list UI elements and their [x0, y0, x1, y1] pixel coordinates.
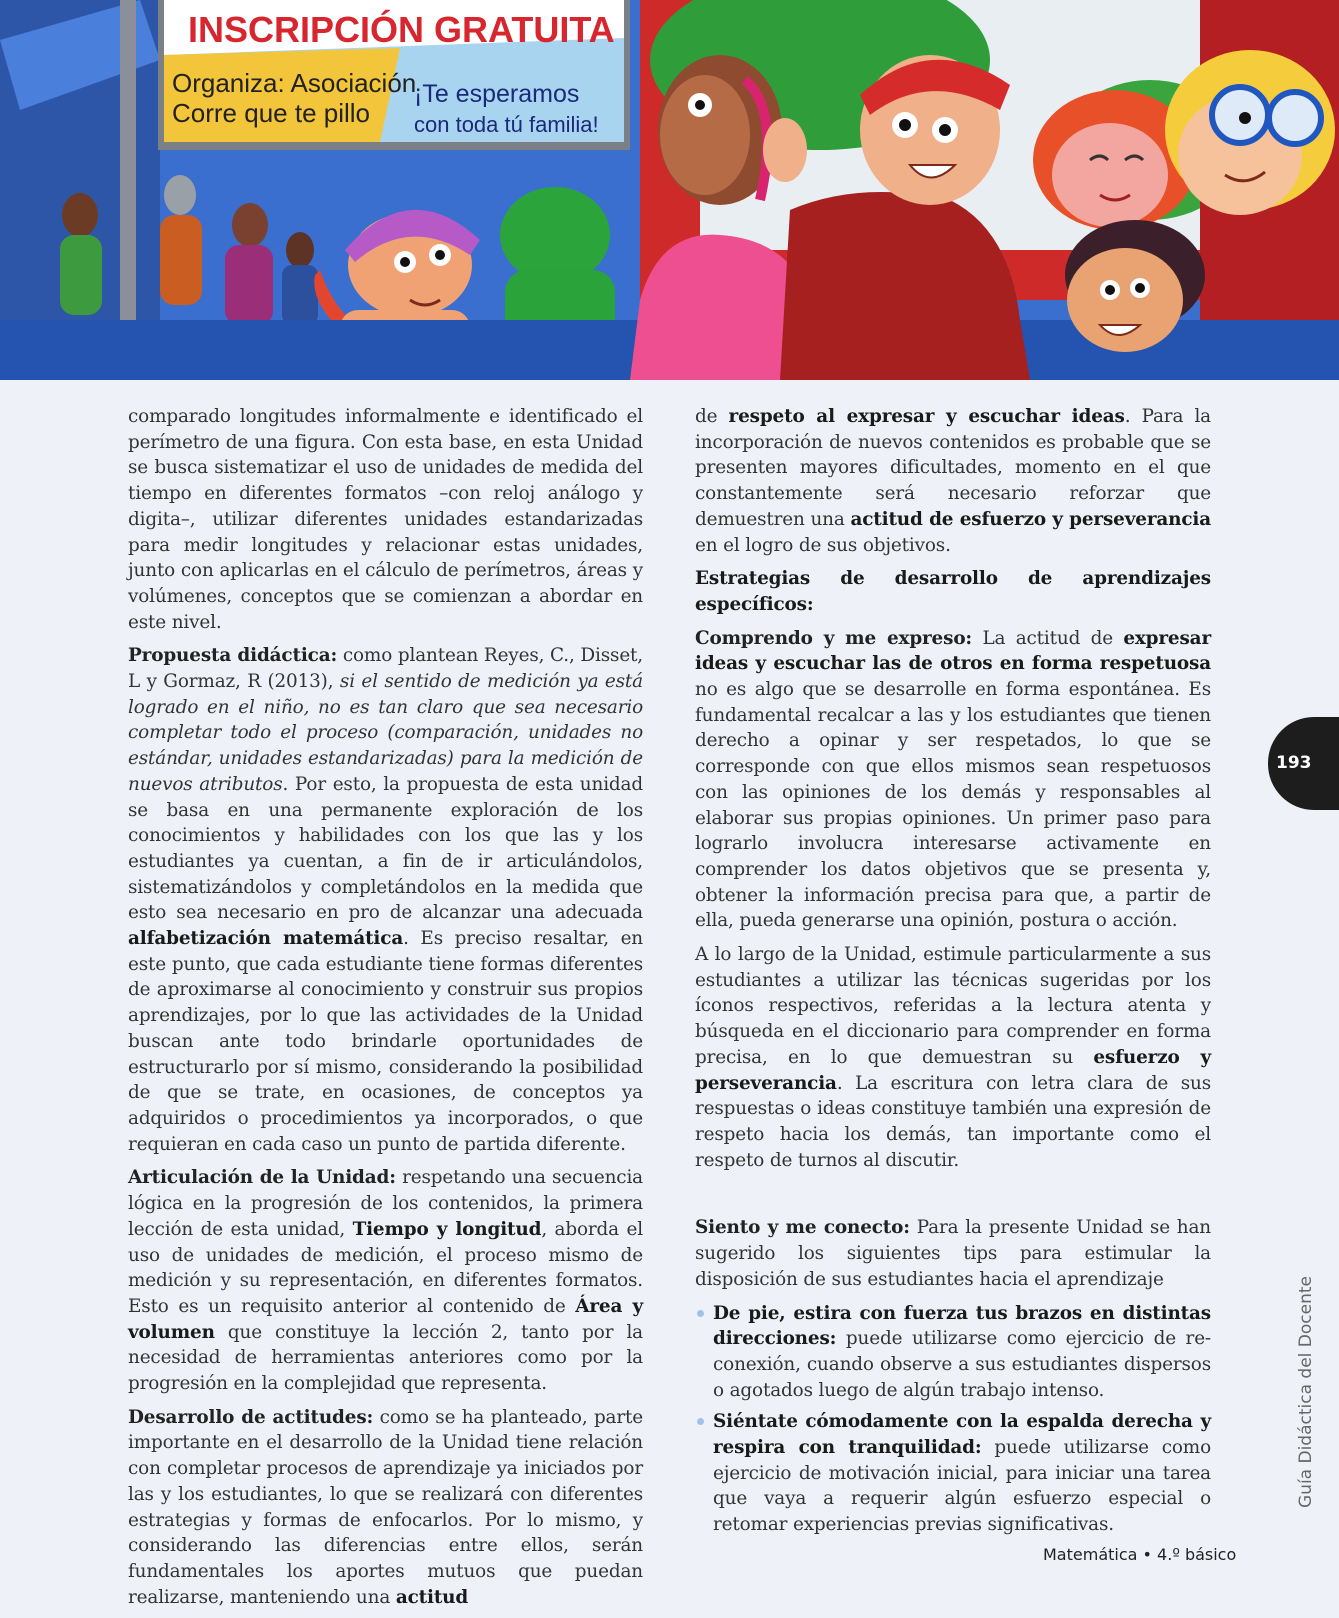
text-span: . Es preciso resaltar, en este punto, que cada estudiante tiene formas diferentes de aproximarse al conocimiento y construir sus propios aprendizajes, por lo que las actividades de la Unidad buscan ante todo brindarle oportunidades de estructurarlo por sí mismo, considerando la posibilidad de que se trate, en ocasiones, de conceptos ya adquiridos o procedimientos ya incorporados, o que requieran en cada caso un punto de partida diferente. [128, 928, 643, 1155]
text-span: La actitud de [972, 627, 1124, 649]
sign-organizer-line2: Corre que te pillo [172, 98, 370, 128]
page-number-tab [1268, 717, 1339, 810]
text-span: que constituye la lección 2, tanto por la necesidad de herramientas anteriores como por la progresión en la complejidad que representa. [128, 1321, 643, 1395]
left-text-column [128, 404, 643, 1618]
paragraph-comprendo [695, 626, 1211, 934]
label-desarrollo-actitudes: Desarrollo de actitudes: [128, 1406, 374, 1428]
paragraph-propuesta-didactica [128, 643, 643, 1157]
keyword-esfuerzo: actitud de esfuerzo y perseverancia [850, 508, 1211, 530]
text-span: A lo largo de la Unidad, estimule particularmente a sus estudiantes a utilizar las técnicas sugeridas por los íconos respectivos, referidas a la lectura atenta y búsqueda en el diccionario para comprender en forma precisa, en lo que demuestran su [695, 944, 1211, 1068]
sign-organizer-line1: Organiza: Asociación [172, 68, 417, 98]
keyword-area-volumen: Área y volumen [128, 1295, 644, 1343]
text-span: no es algo que se desarrolle en forma espontánea. Es fundamental recalcar a las y los estudiantes que tienen derecho a opinar y ser respetados, lo que se corresponde con que ellos mismos sean respetuosos con las opiniones de los demás y responsables al elaborar sus propias opiniones. Un primer paso para lograrlo involucra interesarse activamente en comprender los datos objetivos que se presenta y, obtener la información precisa para que, a partir de ella, pueda generarse una opinión, postura o acción. [695, 679, 1211, 932]
section-heading-estrategias: Estrategias de desarrollo de aprendizajes específicos: [695, 568, 1211, 615]
label-propuesta-didactica: Propuesta didáctica: [128, 645, 338, 667]
page-number: 193 [1276, 753, 1312, 773]
registration-sign [158, 0, 630, 150]
text-span: como se ha planteado, parte importante en el desarrollo de la Unidad tiene relación con completar procesos de aprendizaje ya iniciados por las y los estudiantes, lo que se realizará con diferentes estrategias y formas de enfocarlos. Por lo mismo, y considerando las diferencias entre ellos, serán fundamentales los aportes mutuos que puedan realizarse, manteniendo una [128, 1406, 643, 1608]
text-span: como plantean Reyes, C., Disset, L y Gormaz, R (2013), [128, 645, 643, 693]
label-comprendo: Comprendo y me expreso: [695, 627, 973, 649]
keyword-respeto: respeto al expresar y escuchar ideas [728, 406, 1125, 427]
text-span: . Por esto, la propuesta de esta unidad se basa en una permanente exploración de los conocimientos y habilidades con los que las y los estudiantes ya cuentan, a fin de ir articulándolos, sistematizándolos y completándolos en la medida que esto sea necesario en pro de alcanzar una adecuada [128, 773, 643, 924]
right-text-column [695, 404, 1211, 1544]
tips-list [695, 1301, 1211, 1538]
label-articulacion: Articulación de la Unidad: [128, 1167, 396, 1189]
paragraph-a-lo-largo [695, 942, 1211, 1173]
tip-title: De pie, estira con fuerza tus brazos en distintas direcciones: [713, 1302, 1211, 1350]
text-span: . La escritura con letra clara de sus respuestas o ideas constituye también una expresión de respeto hacia los demás, tan importante como el respeto de turnos al discutir. [695, 1072, 1211, 1171]
sign-invite-line2: con toda tú familia! [414, 112, 599, 137]
list-item [713, 1301, 1211, 1404]
header-illustration [0, 0, 1339, 380]
tip-title: Siéntate cómodamente con la espalda derecha y respira con tranquilidad: [713, 1411, 1211, 1459]
text-span: . Para la incorporación de nuevos contenidos es probable que se presenten mayores dificultades, momento en el que constantemente será necesario reforzar que demuestren una [695, 406, 1211, 530]
paragraph-siento [695, 1215, 1211, 1292]
text-span: Para la presente Unidad se han sugerido los siguientes tips para estimular la disposición de sus estudiantes hacia el aprendizaje [695, 1217, 1211, 1290]
paragraph-articulacion [128, 1165, 643, 1396]
paragraph-continuation [695, 404, 1211, 558]
text-span: en el logro de sus objetivos. [695, 534, 951, 556]
spacer [695, 1181, 1211, 1215]
side-book-title: Guía Didáctica del Docente [1296, 1276, 1316, 1508]
keyword-tiempo-longitud: Tiempo y longitud [352, 1218, 542, 1240]
keyword-actitud: actitud [395, 1586, 469, 1608]
list-item [713, 1409, 1211, 1538]
fair-scene-illustration [0, 0, 1339, 380]
text-span: , aborda el uso de unidades de medición, el proceso mismo de medición y su representación, en diferentes formatos. Esto es un requisito anterior al contenido de [128, 1218, 643, 1317]
sign-title: INSCRIPCIÓN GRATUITA [188, 9, 615, 50]
keyword-esfuerzo-perseverancia: esfuerzo y perseverancia [695, 1046, 1212, 1094]
keyword-expresar-ideas: expresar ideas y escuchar las de otros en forma respetuosa [695, 627, 1211, 675]
paragraph-intro [128, 404, 643, 635]
label-siento: Siento y me conecto: [695, 1217, 910, 1239]
sign-invite-line1: ¡Te esperamos [414, 80, 580, 108]
paragraph-desarrollo-actitudes [128, 1405, 643, 1611]
text-span: de [695, 406, 729, 427]
tip-text: puede utilizarse como ejercicio de motivación inicial, para iniciar una tarea que vaya a requerir algún esfuerzo especial o retomar experiencias previas significativas. [713, 1437, 1211, 1536]
keyword-alfabetizacion: alfabetización matemática [128, 928, 404, 950]
text-span: respetando una secuencia lógica en la progresión de los contenidos, la primera lección de esta unidad, [128, 1167, 643, 1240]
quote-italic: si el sentido de medición ya está logrado en el niño, no es tan claro que sea necesario completar todo el proceso (comparación, unidades no estándar, unidades estandarizadas) para la medición de nuevos atributos [128, 671, 643, 795]
intro-text: comparado longitudes informalmente e identificado el perímetro de una figura. Con esta base, en esta Unidad se busca sistematizar el uso de unidades de medida del tiempo en diferentes formatos –con reloj análogo y digita–, utilizar diferentes unidades estandarizadas para medir longitudes y relacionar estas unidades, junto con aplicarlas en el cálculo de perímetros, áreas y volúmenes, conceptos que se comienzan a abordar en este nivel. [128, 406, 643, 633]
footer-subject-grade: Matemática • 4.º básico [1043, 1545, 1237, 1564]
tip-text: puede utilizarse como ejercicio de re-conexión, cuando observe a sus estudiantes dispersos o agotados luego de algún trabajo intenso. [713, 1328, 1211, 1401]
